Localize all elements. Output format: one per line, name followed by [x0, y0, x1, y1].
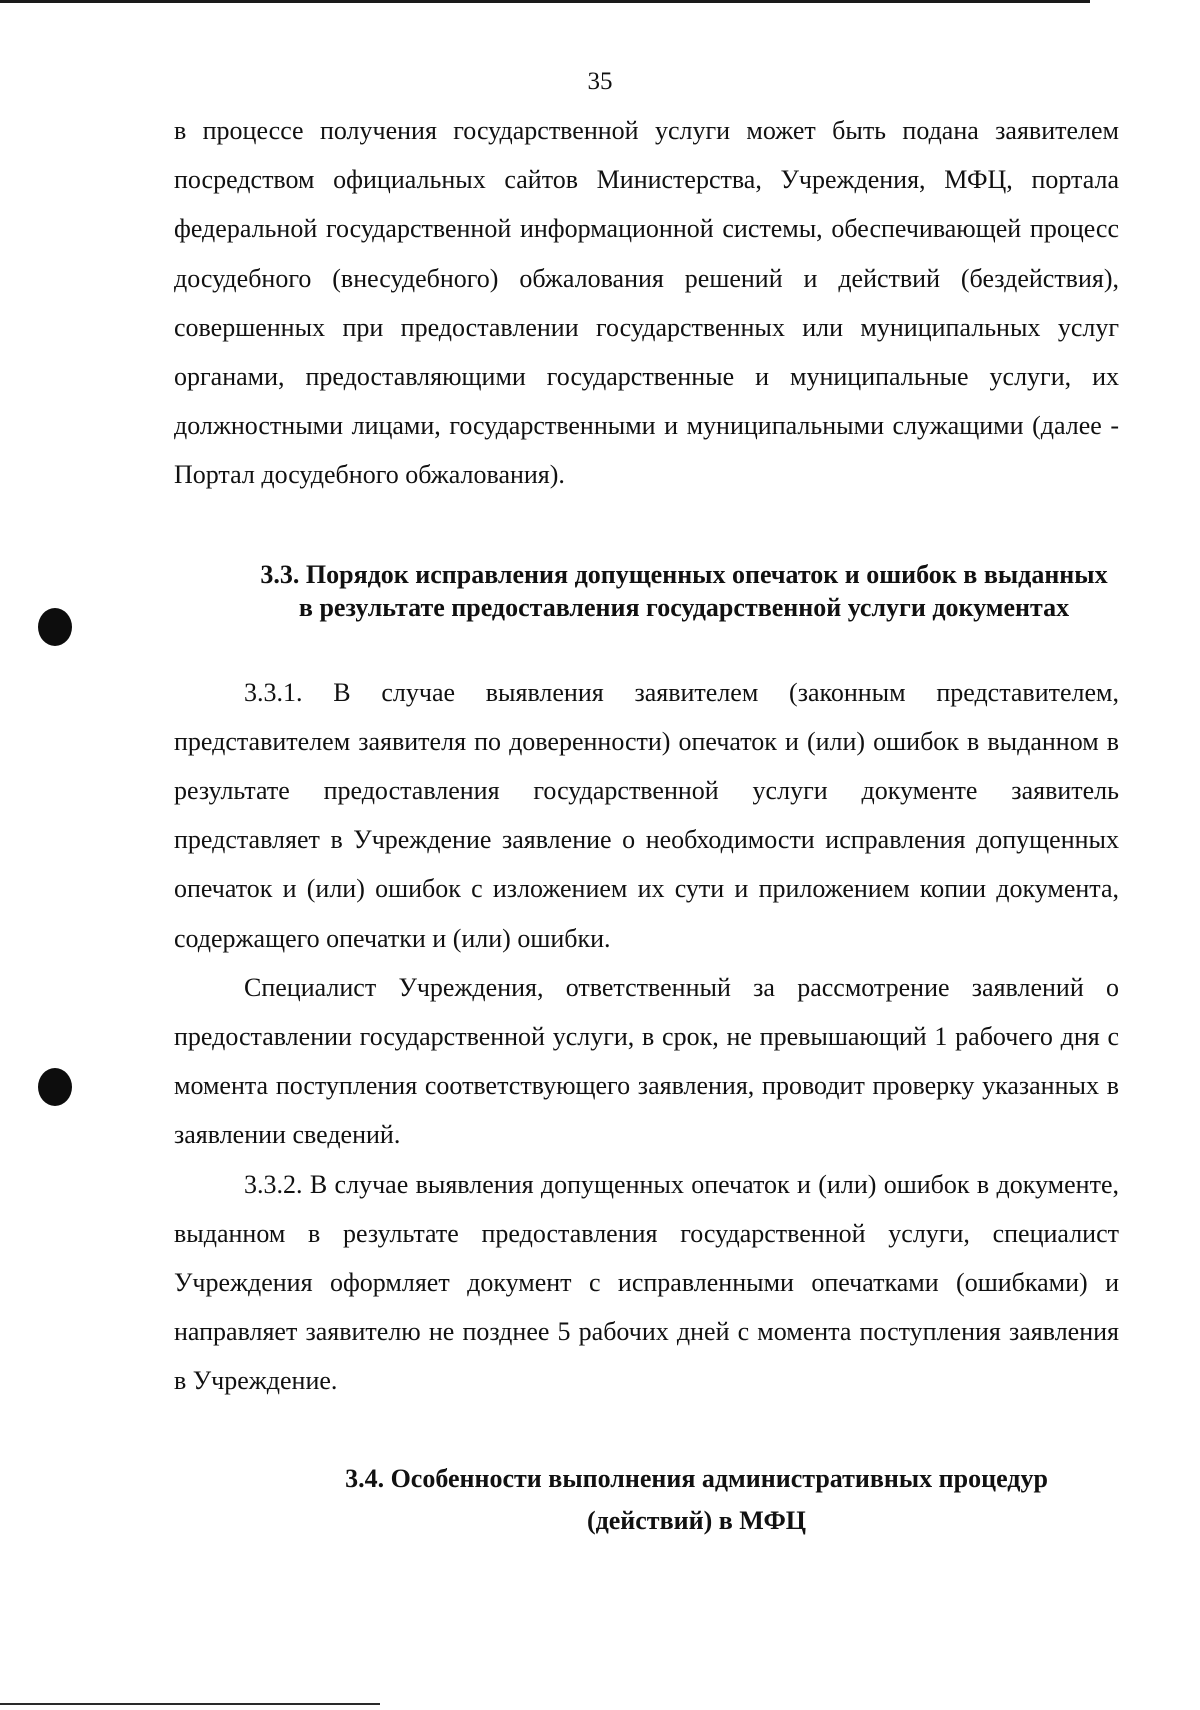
paragraph-3-3-1: 3.3.1. В случае выявления заявителем (законным представителем, представителем заявителя по доверенности) опечаток и (или) ошибок в выданном в результате предоставления государственной услуги документе заявитель представляет в Учреждение заявление о необходимости исправления допущенных опечаток и (или) ошибок с изложением их сути и приложением копии документа, содержащего опечатки и (или) ошибки. — [174, 677, 1119, 953]
paragraph-3-3-2: 3.3.2. В случае выявления допущенных опечаток и (или) ошибок в документе, выданном в результате предоставления государственной услуги, специалист Учреждения оформляет документ с исправленными опечатками (ошибками) и направляет заявителю не позднее 5 рабочих дней с момента поступления заявления в Учреждение. — [174, 1169, 1119, 1396]
paragraph-specialist-review: Специалист Учреждения, ответственный за рассмотрение заявлений о предоставлении государственной услуги, в срок, не превышающий 1 рабочего дня с момента поступления соответствующего заявления, проводит проверку указанных в заявлении сведений. — [174, 972, 1119, 1150]
scan-edge-top — [0, 0, 1090, 3]
intro-paragraph: в процессе получения государственной услуги может быть подана заявителем посредством официальных сайтов Министерства, Учреждения, МФЦ, портала федеральной государственной информационной системы, обеспечивающей процесс досудебного (внесудебного) обжалования решений и действий (бездействия), совершенных при предоставлении государственных или муниципальных услуг органами, предоставляющими государственные и муниципальные услуги, их должностными лицами, государственными и муниципальными служащими (далее - Портал досудебного обжалования). — [174, 116, 1119, 490]
page-number: 35 — [587, 68, 613, 95]
punch-hole-mark — [38, 1068, 72, 1106]
section-3-3-heading: 3.3. Порядок исправления допущенных опечаток и ошибок в выданных в результате предоставления государственной услуги документах — [260, 559, 1108, 622]
punch-hole-mark — [38, 608, 72, 646]
section-3-4-heading: 3.4. Особенности выполнения административных процедур (действий) в МФЦ — [345, 1463, 1048, 1535]
scan-edge-bottom — [0, 1703, 380, 1705]
document-body — [174, 106, 1119, 1542]
